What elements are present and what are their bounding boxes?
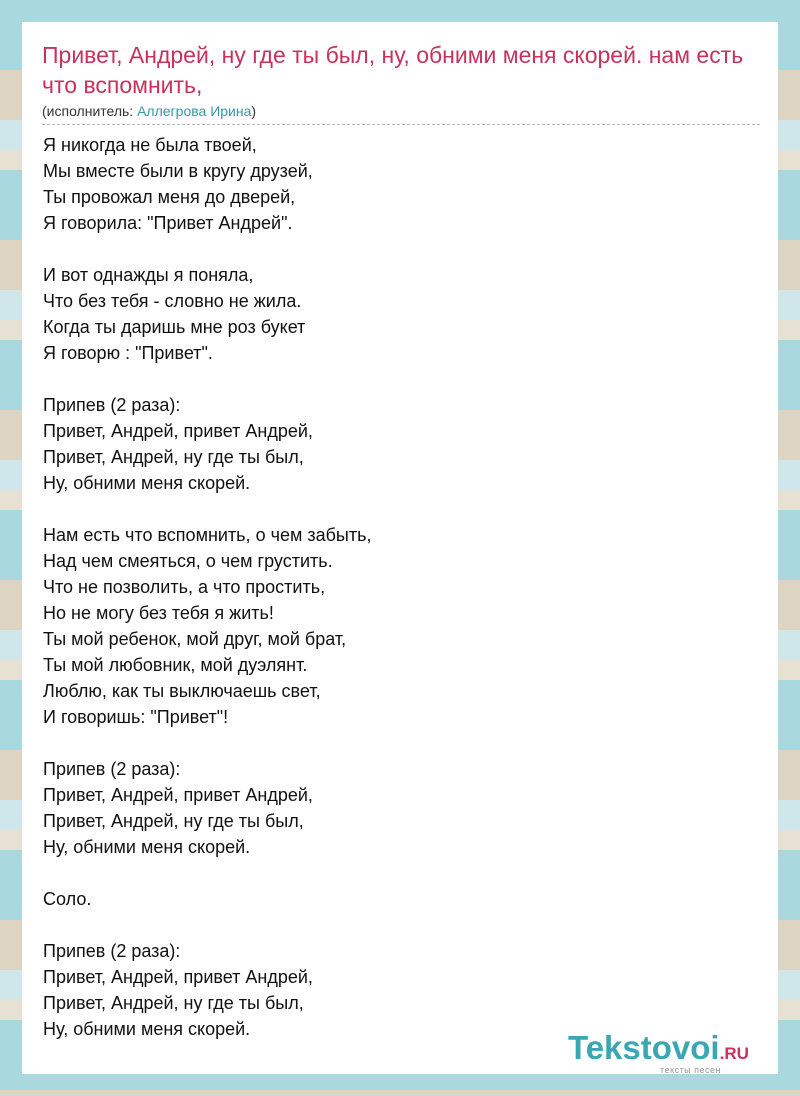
logo-main-text: Tekstovoi xyxy=(568,1029,720,1066)
lyric-line: Что не позволить, а что простить, xyxy=(43,577,326,597)
logo-tld: .RU xyxy=(719,1044,749,1063)
stanza-gap xyxy=(43,730,743,756)
lyric-line: Я говорила: "Привет Андрей". xyxy=(43,213,293,233)
lyric-line: Что без тебя - словно не жила. xyxy=(43,291,302,311)
lyric-line: И вот однажды я поняла, xyxy=(43,265,254,285)
lyric-line: Привет, Андрей, ну где ты был, xyxy=(43,993,304,1013)
song-title: Привет, Андрей, ну где ты был, ну, обними меня скорей. нам есть что вспомнить, xyxy=(42,42,744,98)
stanza-gap xyxy=(43,912,743,938)
lyric-line: И говоришь: "Привет"! xyxy=(43,707,229,727)
logo-wordmark xyxy=(568,1030,749,1072)
stanza-gap xyxy=(43,236,743,262)
lyric-line: Соло. xyxy=(43,889,92,909)
stanza-gap xyxy=(43,860,743,886)
lyric-line: Когда ты даришь мне роз букет xyxy=(43,317,306,337)
performer-suffix: ) xyxy=(251,103,257,119)
lyric-line: Ты провожал меня до дверей, xyxy=(43,187,296,207)
performer-link[interactable]: Аллегрова Ирина xyxy=(137,103,252,119)
lyrics-card xyxy=(22,22,778,1074)
performer-prefix: (исполнитель: xyxy=(42,103,138,119)
lyric-line: Привет, Андрей, ну где ты был, xyxy=(43,447,304,467)
lyric-line: Привет, Андрей, привет Андрей, xyxy=(43,785,313,805)
lyric-line: Люблю, как ты выключаешь свет, xyxy=(43,681,321,701)
stanza-gap xyxy=(43,366,743,392)
lyric-line: Но не могу без тебя я жить! xyxy=(43,603,274,623)
lyric-line: Припев (2 раза): xyxy=(43,941,181,961)
lyric-line: Припев (2 раза): xyxy=(43,759,181,779)
lyric-line: Мы вместе были в кругу друзей, xyxy=(43,161,313,181)
lyric-line: Я никогда не была твоей, xyxy=(43,135,257,155)
lyric-line: Над чем смеяться, о чем грустить. xyxy=(43,551,333,571)
lyric-line: Ну, обними меня скорей. xyxy=(43,837,251,857)
lyric-line: Я говорю : "Привет". xyxy=(43,343,213,363)
lyric-line: Привет, Андрей, ну где ты был, xyxy=(43,811,304,831)
lyric-line: Привет, Андрей, привет Андрей, xyxy=(43,421,313,441)
lyric-line: Привет, Андрей, привет Андрей, xyxy=(43,967,313,987)
lyric-line: Ну, обними меня скорей. xyxy=(43,473,251,493)
lyric-line: Нам есть что вспомнить, о чем забыть, xyxy=(43,525,372,545)
lyric-line: Припев (2 раза): xyxy=(43,395,181,415)
performer-line xyxy=(42,103,256,119)
dashed-divider xyxy=(42,124,760,125)
site-logo[interactable] xyxy=(568,1030,778,1074)
logo-subtitle: тексты песен xyxy=(660,1065,722,1075)
lyric-line: Ну, обними меня скорей. xyxy=(43,1019,251,1039)
lyrics-body xyxy=(43,132,743,1042)
stanza-gap xyxy=(43,496,743,522)
lyric-line: Ты мой любовник, мой дуэлянт. xyxy=(43,655,308,675)
lyric-line: Ты мой ребенок, мой друг, мой брат, xyxy=(43,629,347,649)
